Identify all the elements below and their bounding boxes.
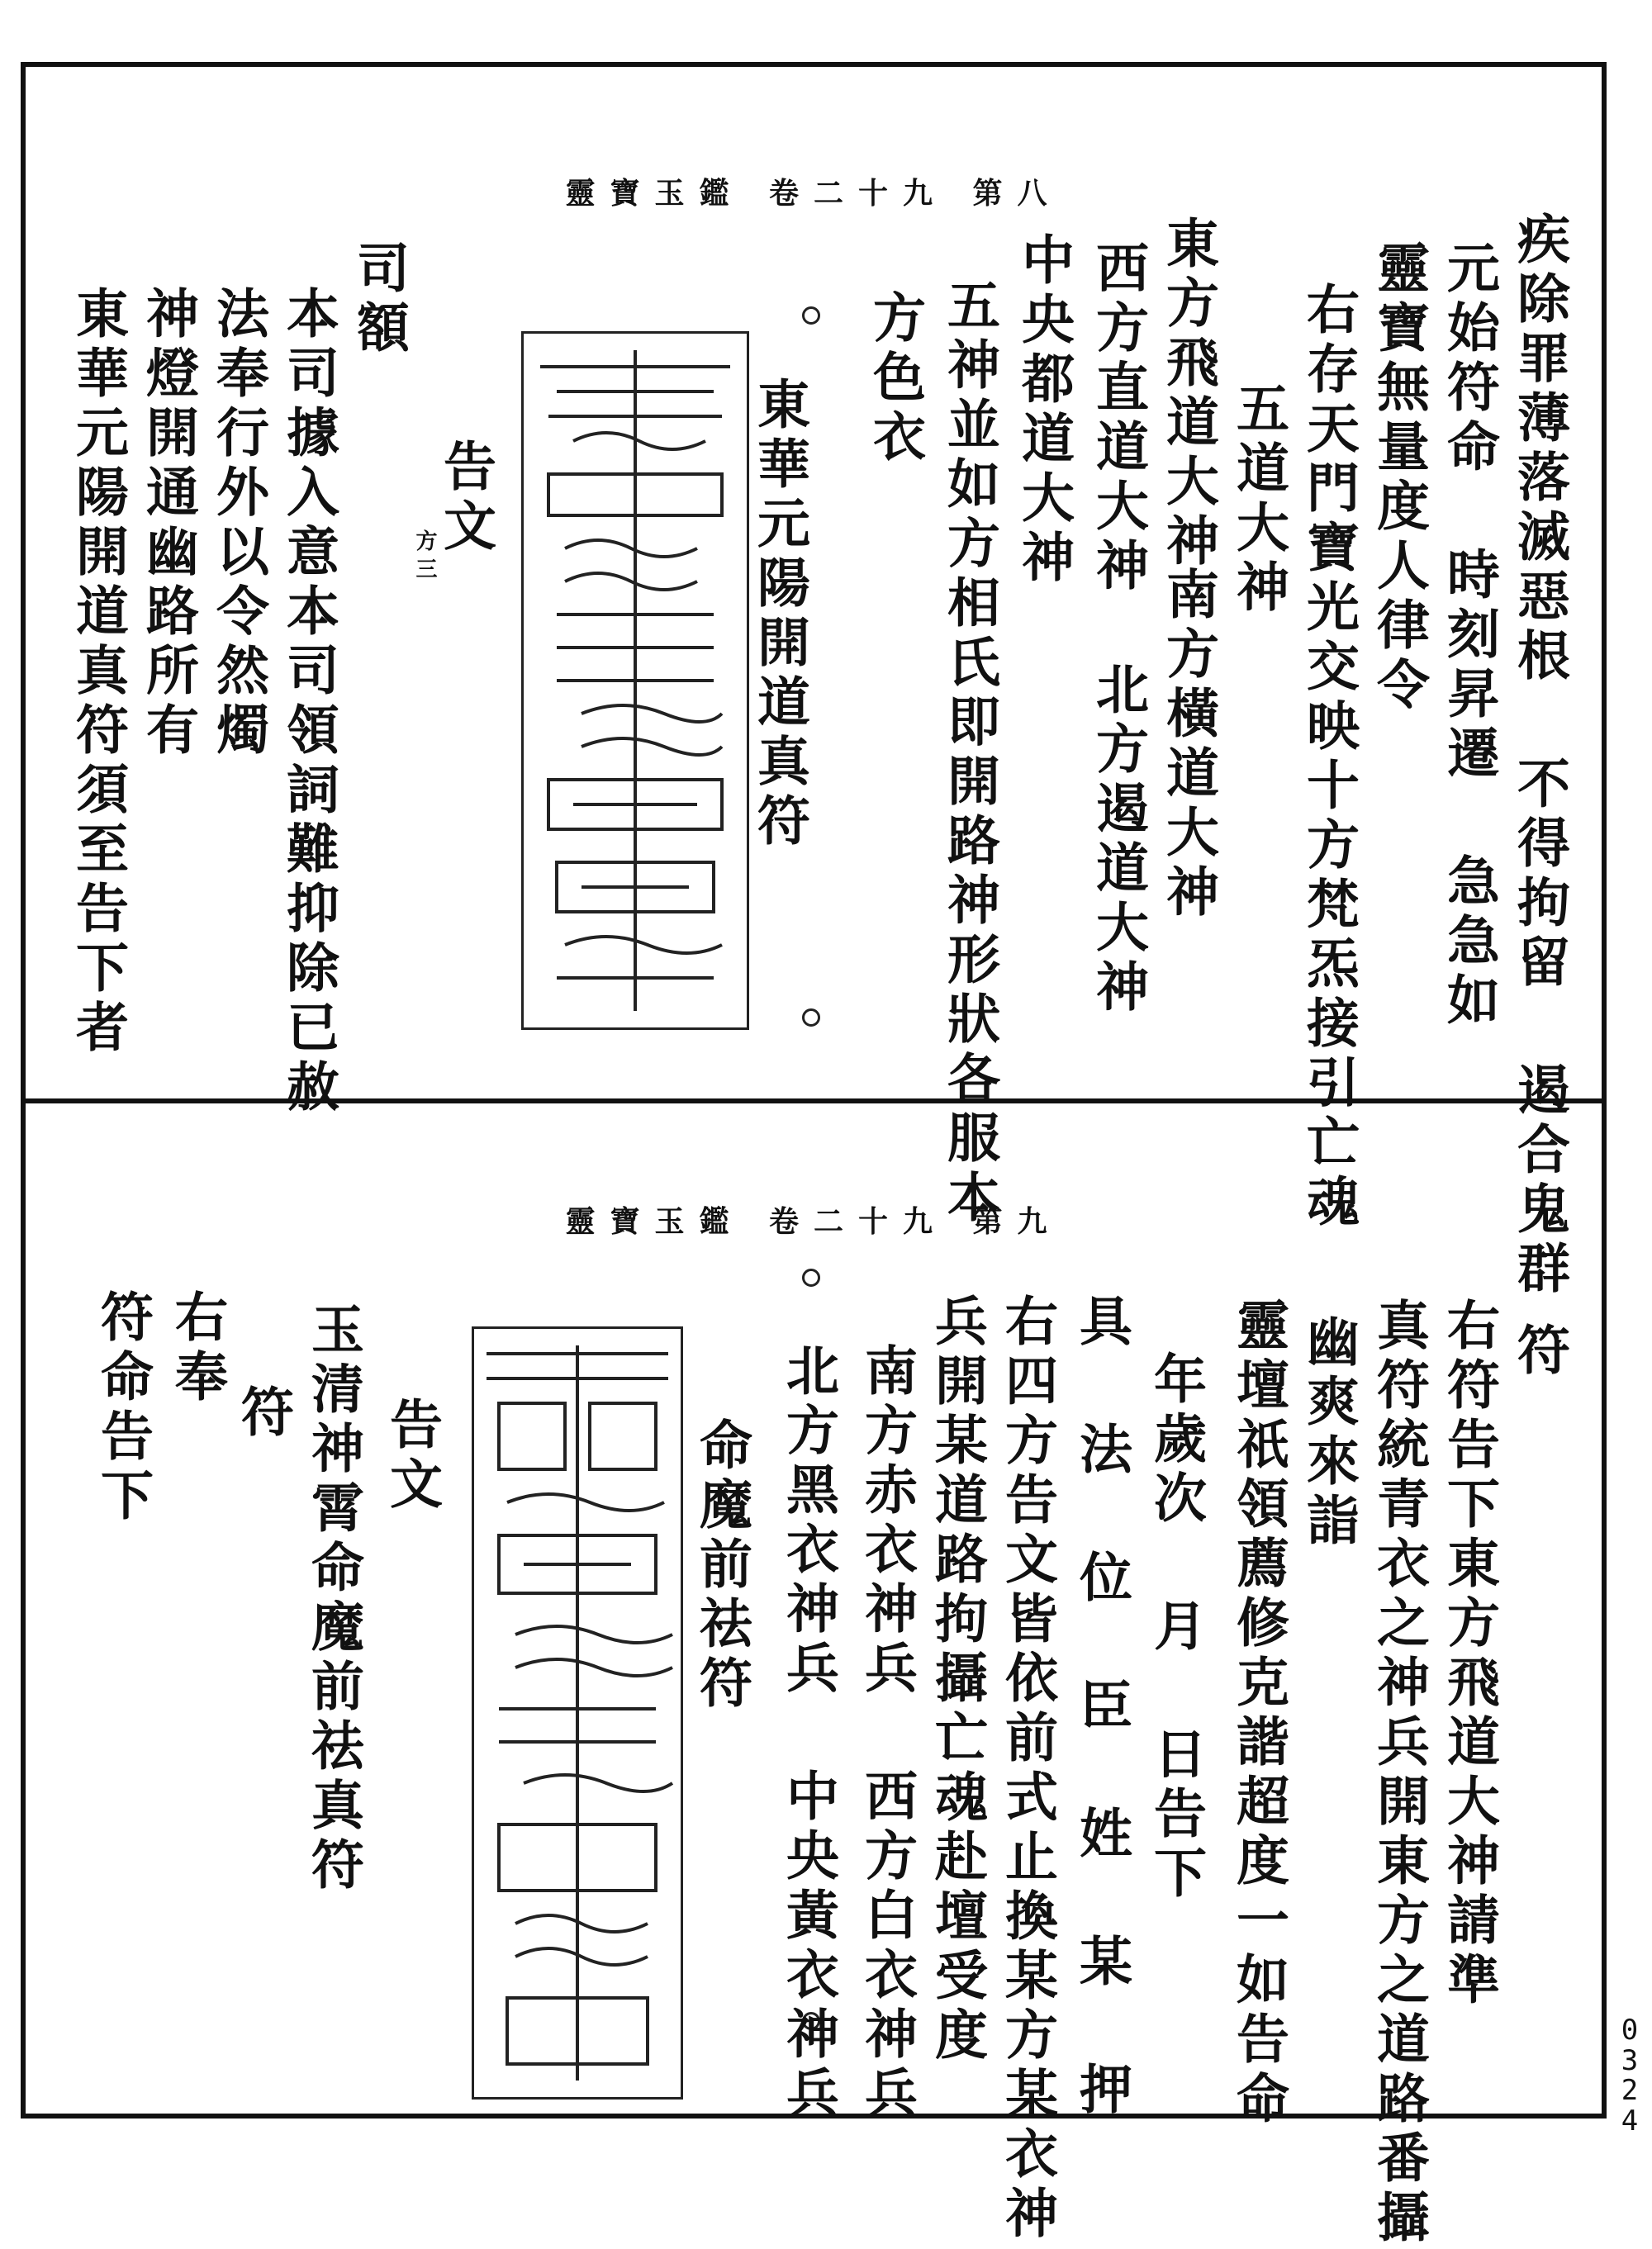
small-note: 方三 bbox=[412, 529, 437, 586]
text-column: 神燈開通幽路所有 bbox=[137, 286, 199, 762]
bottom-panel bbox=[26, 1103, 1602, 2249]
talisman-title: 命魔前祛符 bbox=[691, 1417, 752, 1715]
talisman-seal bbox=[521, 331, 749, 1030]
page-header: 靈寶玉鑑 卷二十九 第九 bbox=[565, 1204, 1062, 1239]
page-number: 0324 bbox=[1621, 2014, 1639, 2138]
text-column: 元始符命 時刻昇遷 急急如 bbox=[1438, 240, 1500, 1032]
text-column: 符命告下 bbox=[92, 1289, 154, 1527]
talisman-seal bbox=[472, 1326, 683, 2100]
text-column: 真符統青衣之神兵開東方之道路番攝 bbox=[1368, 1298, 1430, 2249]
text-column: 南方橫道大神 bbox=[1157, 567, 1219, 923]
talisman-title: 東華元陽開道真符 bbox=[748, 377, 810, 852]
text-column: 兵開某道路拘攝亡魂赴壇受度 bbox=[926, 1293, 988, 2066]
text-column: 右符告下東方飛道大神請準 bbox=[1438, 1298, 1500, 2011]
text-column: 疾除罪薄落滅惡根 不得拘留 遏合鬼群 bbox=[1508, 211, 1570, 1300]
text-column: 北方黑衣神兵 中央黃衣神兵 bbox=[777, 1343, 839, 2125]
binding-hole bbox=[802, 306, 820, 325]
text-column: 南方赤衣神兵 西方白衣神兵 bbox=[856, 1343, 918, 2125]
text-column: 東方飛道大神 bbox=[1157, 216, 1219, 572]
page-header: 靈寶玉鑑 卷二十九 第八 bbox=[565, 176, 1062, 211]
text-column: 靈壇祇領薦修克諧超度一如告命 bbox=[1227, 1298, 1289, 2130]
text-column: 法奉行外以令然燭 bbox=[207, 286, 269, 762]
text-column: 右存天門寶光交映十方梵炁接引亡魂 bbox=[1298, 282, 1360, 1233]
text-column: 五道大神 bbox=[1227, 381, 1289, 619]
text-column: 符 bbox=[1508, 1322, 1570, 1382]
text-column: 告文 bbox=[381, 1397, 443, 1516]
text-column: 本司據入意本司領詞難抑除已赦 bbox=[278, 286, 339, 1118]
text-column: 中央都道大神 bbox=[1013, 232, 1075, 589]
text-column: 具 法 位 臣 姓 某 押 bbox=[1070, 1293, 1132, 2121]
text-column: 右奉 bbox=[166, 1289, 228, 1408]
text-column: 幽爽來詣 bbox=[1298, 1314, 1360, 1552]
text-column: 方色衣 bbox=[864, 290, 926, 468]
text-column: 西方直道大神 bbox=[1087, 240, 1149, 597]
binding-hole bbox=[802, 1008, 820, 1027]
text-column: 玉清神霄命魔前祛真符 bbox=[302, 1302, 364, 1896]
text-column: 東華元陽開道真符須至告下者 bbox=[67, 286, 129, 1059]
text-column: 靈寶無量度人律令 bbox=[1368, 240, 1430, 716]
text-column: 年歲次 月 日告下 bbox=[1145, 1351, 1207, 1905]
text-column: 北方遏道大神 bbox=[1087, 662, 1149, 1018]
text-column: 右四方告文皆依前式止換某方某衣神 bbox=[996, 1293, 1058, 2245]
binding-hole bbox=[802, 1269, 820, 1287]
text-column: 司額 bbox=[348, 240, 410, 359]
text-column: 五神並如方相氏即開路神形狀各服本 bbox=[938, 278, 1000, 1229]
text-column: 告文 bbox=[434, 439, 496, 558]
text-column: 符 bbox=[232, 1384, 294, 1444]
